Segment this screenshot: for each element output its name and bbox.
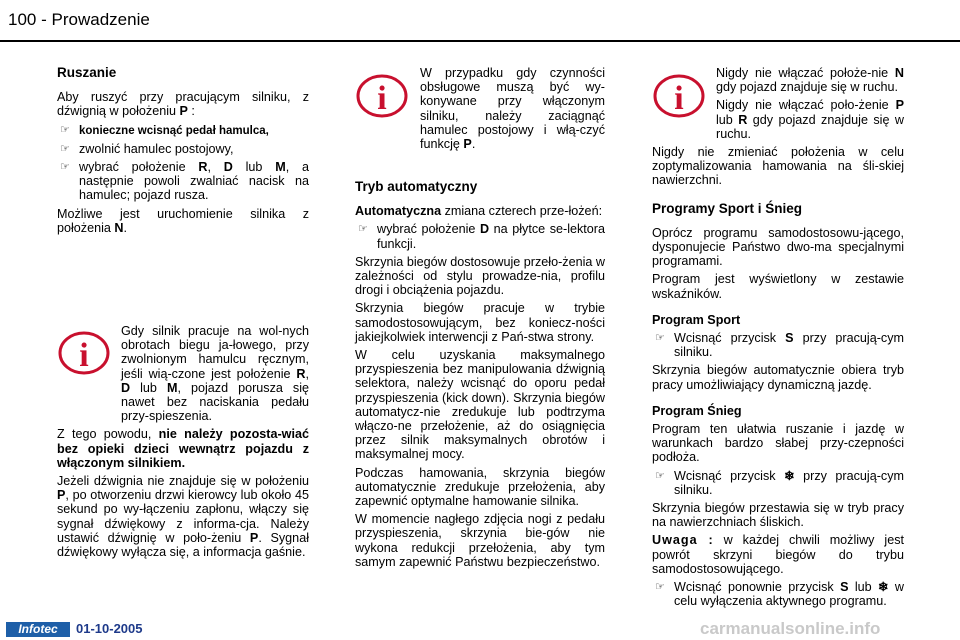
bullet-item: ☞ Wcisnąć ponownie przycisk S lub ❄ w celu wyłączenia aktywnego programu. bbox=[655, 580, 905, 609]
page-header bbox=[8, 10, 150, 30]
subheading-program-snieg: Program Śnieg bbox=[652, 403, 742, 418]
paragraph: Aby ruszyć przy pracującym silniku, z dźwignią w położeniu P : bbox=[57, 90, 309, 119]
paragraph: Program jest wyświetlony w zestawie wskaźników. bbox=[652, 272, 904, 301]
paragraph: Skrzynia biegów przestawia się w tryb pracy na nawierzchniach śliskich. bbox=[652, 501, 904, 530]
bullet-item: ☞ zwolnić hamulec postojowy, bbox=[60, 141, 234, 156]
column-1 bbox=[57, 66, 309, 239]
paragraph: Skrzynia biegów pracuje w trybie samodostosowującym, bez koniecz-ności jakiejkolwiek interwencji z Pań-stwa strony. bbox=[355, 301, 605, 344]
section-heading-tryb-automatyczny: Tryb automatyczny bbox=[355, 179, 478, 194]
section-heading-ruszanie: Ruszanie bbox=[57, 65, 117, 80]
paragraph: Program ten ułatwia ruszanie i jazdę w warunkach bardzo słabej przy-czepności podłoża. bbox=[652, 422, 904, 465]
info-note: Gdy silnik pracuje na wol-nych obrotach biegu ja-łowego, przy zwolnionym hamulcu ręcznym, jeśli wią-czone jest położenie R, D lub M, pojazd porusza się nawet bez naciskania pedału przy-spieszenia. Z tego powodu, nie należy pozosta-wiać bez opieki dzieci wewnątrz pojazdu z włączonym silnikiem. Jeżeli dźwignia nie znajduje się w położeniu P, po otworzeniu drzwi kierowcy lub około 45 sekund po wy-łączeniu zapłonu, włączy się sygnał dźwiękowy z informa-cja. Należy ustawić dźwignię w poło-żeniu P. Sygnał dźwiękowy wyłącza się, a informacja gaśnie. bbox=[57, 324, 309, 560]
bullet-item: ☞ konieczne wcisnąć pedał hamulca, bbox=[60, 123, 269, 137]
hand-pointer-icon: ☞ bbox=[655, 581, 665, 594]
svg-text:i: i bbox=[377, 80, 387, 117]
paragraph: W celu uzyskania maksymalnego przyspieszenia bez manipulowania dźwignią selektora, należy wcisnąć do oporu pedał przyspieszenia (kick down). Skrzynia biegów automatycz-nie zredukuje lub podtrzyma włączo-ne przełożenie, aż do osiągnięcia przez silnik maksymalnych obrotów i maksymalnej mocy. bbox=[355, 348, 605, 462]
hand-pointer-icon: ☞ bbox=[655, 332, 665, 345]
snowflake-icon: ❄ bbox=[784, 468, 795, 483]
section-heading-programy: Programy Sport i Śnieg bbox=[652, 200, 803, 216]
hand-pointer-icon: ☞ bbox=[655, 469, 665, 482]
header-rule bbox=[0, 40, 960, 42]
hand-pointer-icon: ☞ bbox=[60, 161, 70, 174]
paragraph: Uwaga : w każdej chwili możliwy jest powrót skrzyni biegów do trybu samodostosowującego. bbox=[652, 533, 904, 576]
paragraph: Możliwe jest uruchomienie silnika z położenia N. bbox=[57, 206, 309, 235]
section-title: Prowadzenie bbox=[51, 10, 150, 29]
info-icon bbox=[355, 73, 409, 119]
bullet-item: ☞ wybrać położenie R, D lub M, a następnie powoli zwalniać nacisk na hamulec; pojazd rusza. bbox=[60, 160, 309, 203]
paragraph: Skrzynia biegów automatycznie obiera tryb pracy umożliwiający dynamiczną jazdę. bbox=[652, 363, 904, 392]
subheading-program-sport: Program Sport bbox=[652, 312, 741, 327]
svg-text:i: i bbox=[79, 337, 89, 374]
infotec-logo: Infotec bbox=[6, 622, 70, 637]
page-footer bbox=[0, 619, 960, 640]
paragraph: W momencie nagłego zdjęcia nogi z pedału przyspieszenia, skrzynia bie-gów nie wykona redukcji przełożenia, aby tym samym zapewnić Państwu bezpieczeństwo. bbox=[355, 512, 605, 569]
hand-pointer-icon: ☞ bbox=[60, 142, 70, 155]
hand-pointer-icon: ☞ bbox=[60, 123, 70, 136]
snowflake-icon: ❄ bbox=[878, 580, 889, 595]
bullet-item: ☞ Wcisnąć przycisk S przy pracują-cym silniku. bbox=[655, 331, 904, 360]
column-2 bbox=[355, 180, 605, 573]
info-note: W przypadku gdy czynności obsługowe muszą być wy-konywane przy włączonym silniku, należy zaciągnąć hamulec postojowy i włą-czyć funkcję P. bbox=[420, 66, 605, 152]
paragraph: Automatyczna zmiana czterech prze-łożeń: bbox=[355, 204, 603, 219]
bullet-item: ☞ Wcisnąć przycisk ❄ przy pracują-cym silniku. bbox=[655, 468, 904, 497]
paragraph: Oprócz programu samodostosowu-jącego, dysponujecie Państwo dwo-ma specjalnymi programami. bbox=[652, 225, 904, 269]
paragraph: Skrzynia biegów dostosowuje przeło-żenia w zależności od stylu prowadze-nia, profilu drogi i obciążenia pojazdu. bbox=[355, 254, 605, 298]
paragraph: Podczas hamowania, skrzynia biegów automatycznie zredukuje przełożenia, aby zapewnić optymalne hamowanie silnika. bbox=[355, 465, 605, 509]
footer-date: 01-10-2005 bbox=[76, 621, 143, 636]
watermark: carmanualsonline.info bbox=[700, 619, 881, 638]
page-number: 100 bbox=[8, 10, 37, 29]
header-separator: - bbox=[41, 10, 47, 29]
info-note: Nigdy nie włączać położe-nie N gdy pojazd znajduje się w ruchu. Nigdy nie włączać poło-żenie P lub R gdy pojazd znajduje się w ruchu. Nigdy nie zmieniać położenia w celu zoptymalizowania hamowania na śli-skiej nawierzchni. Programy Sport i Śnieg Oprócz programu samodostosowu-jącego, dysponujecie Państwo dwo-ma specjalnymi programami. Program jest wyświetlony w zestawie wskaźników. Program Sport ☞ Wcisnąć przycisk S przy pracują-cym silniku. Skrzynia biegów automatycznie obiera tryb pracy umożliwiający dynamiczną jazdę. Program Śnieg Program ten ułatwia ruszanie i jazdę w warunkach bardzo słabej przy-czepności podłoża. ☞ Wcisnąć przycisk ❄ przy pracują-cym silniku. Skrzynia biegów przestawia się w tryb pracy na nawierzchniach śliskich. Uwaga : w każdej chwili możliwy jest powrót skrzyni biegów do trybu samodostosowującego. ☞ Wcisnąć ponownie przycisk S lub ❄ w celu wyłączenia aktywnego programu. bbox=[652, 66, 905, 609]
hand-pointer-icon: ☞ bbox=[358, 223, 368, 236]
bullet-item: ☞ wybrać położenie D na płytce se-lektora funkcji. bbox=[358, 222, 606, 251]
svg-text:i: i bbox=[674, 80, 684, 117]
